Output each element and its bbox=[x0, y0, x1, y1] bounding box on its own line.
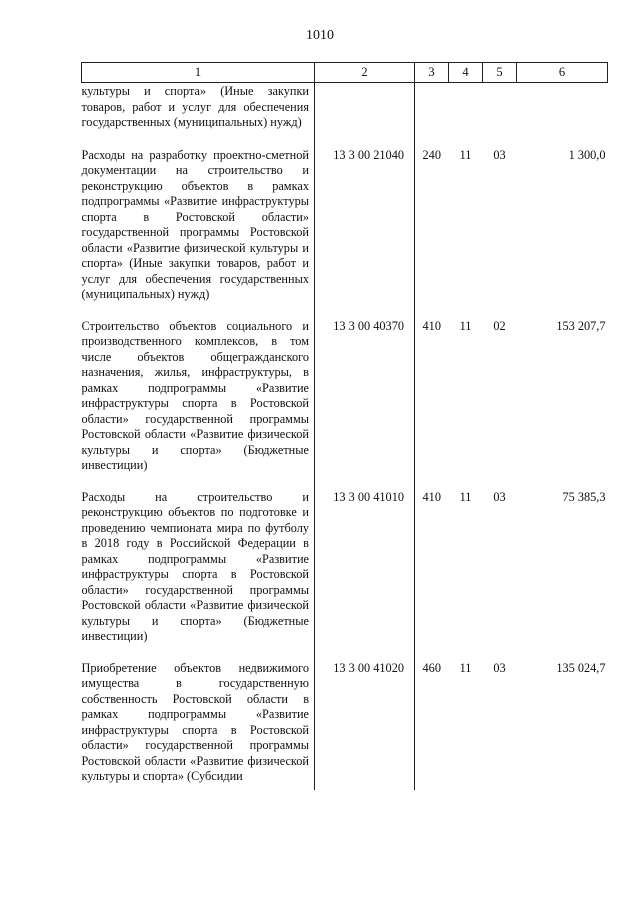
header-col-3: 3 bbox=[415, 63, 449, 83]
table-header-row bbox=[82, 63, 608, 83]
row-col3: 410 bbox=[422, 318, 441, 333]
row-col5: 03 bbox=[493, 147, 506, 162]
header-col-2: 2 bbox=[315, 63, 415, 83]
row-code: 13 3 00 41010 bbox=[315, 479, 415, 650]
header-col-5: 5 bbox=[483, 63, 517, 83]
row-code bbox=[315, 83, 415, 137]
row-amount: 75 385,3 bbox=[562, 489, 606, 504]
row-col5: 03 bbox=[493, 660, 506, 675]
table-row bbox=[82, 308, 608, 479]
table-row bbox=[82, 479, 608, 650]
row-col3: 460 bbox=[422, 660, 441, 675]
table-row bbox=[82, 650, 608, 790]
row-amount: 135 024,7 bbox=[556, 660, 606, 675]
row-amount bbox=[517, 83, 608, 137]
row-col5: 03 bbox=[493, 489, 506, 504]
header-col-6: 6 bbox=[517, 63, 608, 83]
row-col3 bbox=[415, 83, 449, 137]
row-description: Строительство объектов социального и производственного комплексов, в том числе объектов общегражданского назначения, жилья, инфраструктуры, в рамках подпрограммы «Развитие инфраструктуры спорта в Ростовской области» государственной программы Ростовской области «Развитие физической культуры и спорта» (Бюджетные инвестиции) bbox=[82, 308, 315, 479]
row-col5 bbox=[483, 83, 517, 137]
budget-table bbox=[81, 62, 608, 790]
row-description: Приобретение объектов недвижимого имущества в государственную собственность Ростовской области в рамках подпрограммы «Развитие инфраструктуры спорта в Ростовской области» государственной программы Ростовской области «Развитие физической культуры и спорта» (Субсидии bbox=[82, 650, 315, 790]
row-description: Расходы на строительство и реконструкцию объектов по подготовке и проведению чемпионата мира по футболу в 2018 году в Российской Федерации в рамках подпрограммы «Развитие инфраструктуры спорта в Ростовской области» государственной программы Ростовской области «Развитие физической культуры и спорта» (Бюджетные инвестиции) bbox=[82, 479, 315, 650]
row-code: 13 3 00 40370 bbox=[315, 308, 415, 479]
row-description: культуры и спорта» (Иные закупки товаров, работ и услуг для обеспечения государственных (муниципальных) нужд) bbox=[82, 83, 315, 137]
table-row bbox=[82, 137, 608, 308]
row-col3: 240 bbox=[422, 147, 441, 162]
row-col4: 11 bbox=[459, 660, 472, 675]
row-col4: 11 bbox=[459, 489, 472, 504]
row-amount: 1 300,0 bbox=[568, 147, 606, 162]
header-col-4: 4 bbox=[449, 63, 483, 83]
row-col4: 11 bbox=[459, 318, 472, 333]
row-col3: 410 bbox=[422, 489, 441, 504]
page-number: 1010 bbox=[306, 28, 334, 43]
row-description: Расходы на разработку проектно-сметной документации на строительство и реконструкцию объектов в рамках подпрограммы «Развитие инфраструктуры спорта в Ростовской области» государственной программы Ростовской области «Развитие физической культуры и спорта» (Иные закупки товаров, работ и услуг для обеспечения государственных (муниципальных) нужд) bbox=[82, 137, 315, 308]
row-amount: 153 207,7 bbox=[556, 318, 606, 333]
header-col-1: 1 bbox=[82, 63, 315, 83]
row-col5: 02 bbox=[493, 318, 506, 333]
row-code: 13 3 00 21040 bbox=[315, 137, 415, 308]
row-code: 13 3 00 41020 bbox=[315, 650, 415, 790]
row-col4 bbox=[449, 83, 483, 137]
table-row bbox=[82, 83, 608, 137]
row-col4: 11 bbox=[459, 147, 472, 162]
